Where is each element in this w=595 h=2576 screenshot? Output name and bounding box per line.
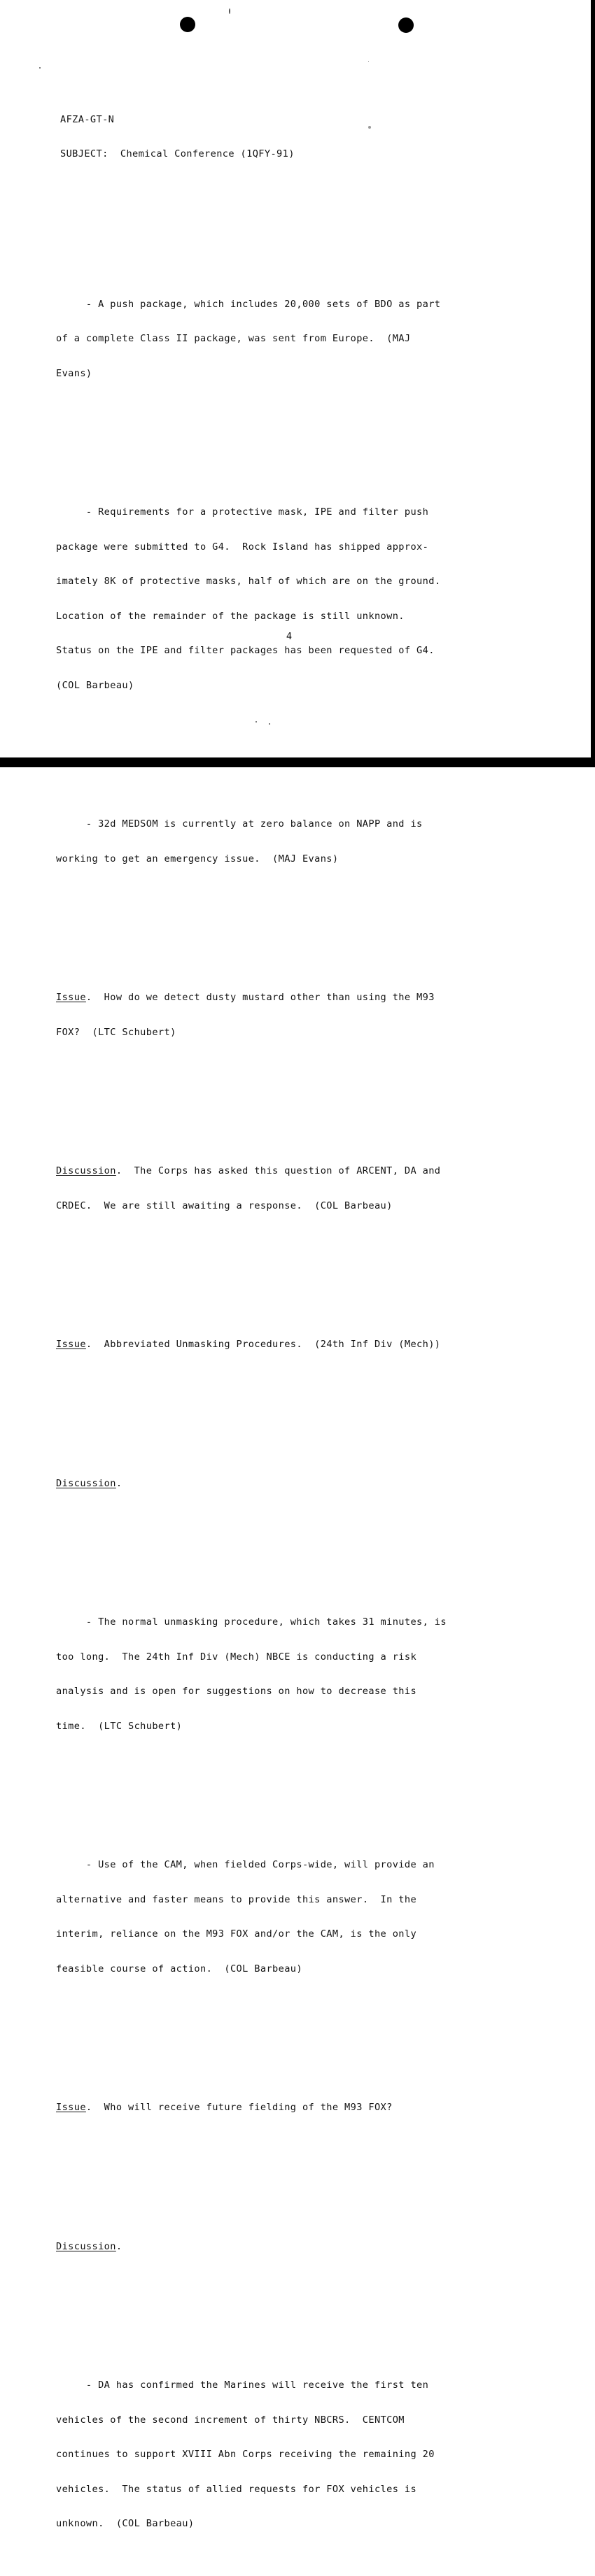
issue-text: . Who will receive future fielding of the M93 FOX?	[85, 2102, 393, 2113]
issue-dusty-mustard	[56, 969, 518, 1061]
memo-header	[56, 91, 518, 183]
paragraph-line: - The normal unmasking procedure, which takes 31 minutes, is	[56, 1616, 447, 1628]
paragraph-line: analysis and is open for suggestions on how to decrease this	[56, 1686, 417, 1697]
paragraph-normal-unmasking	[56, 1593, 518, 1755]
paragraph-line: - DA has confirmed the Marines will receive the first ten	[56, 2379, 429, 2391]
discussion-text: .	[115, 1477, 122, 1489]
paragraph-line: working to get an emergency issue. (MAJ Evans)	[56, 853, 339, 864]
paragraph-line: FOX? (LTC Schubert)	[56, 1026, 176, 1038]
paragraph-line: alternative and faster means to provide this answer. In the	[56, 1893, 417, 1905]
paragraph-line: (COL Barbeau)	[56, 679, 134, 691]
paragraph-line: - Use of the CAM, when fielded Corps-wide, will provide an	[56, 1859, 435, 1870]
office-symbol: AFZA-GT-N	[60, 113, 115, 125]
paragraph-line: too long. The 24th Inf Div (Mech) NBCE is conducting a risk	[56, 1651, 417, 1663]
issue-text: . Abbreviated Unmasking Procedures. (24th Inf Div (Mech))	[85, 1339, 441, 1350]
discussion-fox-fielding	[56, 2218, 518, 2276]
paragraph-line	[56, 992, 518, 1004]
paragraph-line	[56, 1165, 518, 1177]
paragraph-medsom	[56, 795, 518, 888]
paragraph-line: - A push package, which includes 20,000 sets of BDO as part	[56, 298, 441, 310]
paragraph-line: feasible course of action. (COL Barbeau)	[56, 1963, 302, 1974]
paragraph-line	[56, 2241, 518, 2253]
paragraph-line: interim, reliance on the M93 FOX and/or the CAM, is the only	[56, 1928, 417, 1940]
paragraph-line: unknown. (COL Barbeau)	[56, 2518, 195, 2529]
issue-text: . How do we detect dusty mustard other than using the M93	[85, 992, 435, 1003]
paragraph-line: continues to support XVIII Abn Corps receiving the remaining 20	[56, 2449, 435, 2460]
discussion-label: Discussion	[56, 2240, 116, 2252]
paragraph-line: of a complete Class II package, was sent from Europe. (MAJ	[56, 333, 411, 344]
discussion-label: Discussion	[56, 1477, 116, 1489]
scan-edge-right	[591, 0, 595, 767]
issue-unmasking	[56, 1316, 518, 1374]
paragraph-line: Status on the IPE and filter packages has been requested of G4.	[56, 645, 435, 656]
paragraph-line: package were submitted to G4. Rock Island has shipped approx-	[56, 541, 429, 553]
paragraph-line	[56, 1478, 518, 1490]
paragraph-protective-mask	[56, 483, 518, 714]
issue-label: Issue	[56, 1339, 86, 1350]
subject-text: Chemical Conference (1QFY-91)	[120, 148, 295, 159]
paragraph-line: - 32d MEDSOM is currently at zero balance on NAPP and is	[56, 818, 423, 830]
subject-label: SUBJECT:	[60, 148, 108, 159]
discussion-text: . The Corps has asked this question of ARCENT, DA and	[115, 1165, 441, 1176]
issue-fox-fielding	[56, 2079, 518, 2137]
memo-body	[56, 56, 518, 2576]
page-number: 4	[286, 631, 293, 642]
paragraph-push-package	[56, 276, 518, 403]
paragraph-line: imately 8K of protective masks, half of which are on the ground.	[56, 576, 441, 587]
paragraph-cam	[56, 1836, 518, 1998]
paragraph-line	[56, 2102, 518, 2114]
paragraph-line: vehicles of the second increment of thirty NBCRS. CENTCOM	[56, 2414, 405, 2426]
punch-hole-right	[398, 17, 414, 33]
issue-label: Issue	[56, 2102, 86, 2113]
punch-hole-left	[180, 17, 195, 32]
paragraph-da-confirmed	[56, 2356, 518, 2553]
scan-speck	[229, 8, 230, 14]
discussion-text: .	[115, 2240, 122, 2252]
paragraph-line: vehicles. The status of allied requests for FOX vehicles is	[56, 2483, 417, 2495]
discussion-unmasking	[56, 1455, 518, 1513]
paragraph-line: time. (LTC Schubert)	[56, 1720, 183, 1732]
discussion-label: Discussion	[56, 1165, 116, 1176]
subject-line	[60, 148, 518, 160]
paragraph-line: CRDEC. We are still awaiting a response. (COL Barbeau)	[56, 1200, 393, 1211]
scan-speck	[39, 67, 41, 69]
paragraph-line: Location of the remainder of the package is still unknown.	[56, 610, 405, 622]
paragraph-line	[56, 1339, 518, 1351]
paragraph-line: - Requirements for a protective mask, IPE and filter push	[56, 506, 429, 518]
paragraph-line: Evans)	[56, 367, 92, 379]
issue-label: Issue	[56, 992, 86, 1003]
discussion-dusty-mustard	[56, 1142, 518, 1234]
